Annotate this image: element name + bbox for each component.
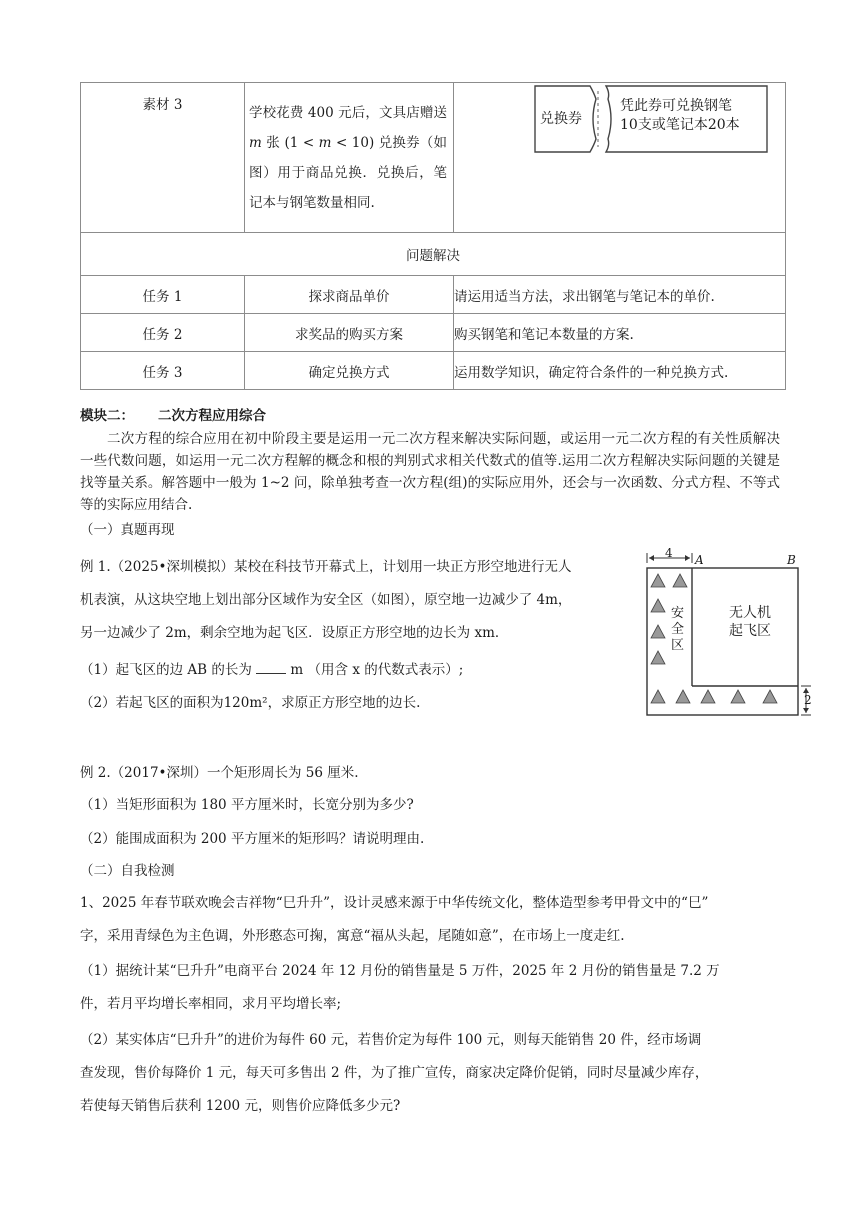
- solve-header-row: [81, 233, 786, 276]
- dim-right-label: 2: [804, 693, 812, 707]
- task-label: 任务 1: [81, 276, 245, 314]
- task-desc: 运用数学知识，确定符合条件的一种兑换方式.: [454, 352, 786, 390]
- drone-field-figure: [645, 548, 815, 718]
- task-name: 探求商品单价: [245, 276, 454, 314]
- problem1-q1-line2: 件，若月平均增长率相同，求月平均增长率;: [80, 996, 342, 1012]
- task-desc: 请运用适当方法，求出钢笔与笔记本的单价.: [454, 276, 786, 314]
- point-b-label: B: [787, 553, 796, 567]
- voucher-cell: [454, 83, 786, 233]
- activity-table: [80, 82, 786, 390]
- example2-line1: 例 2.（2017•深圳）一个矩形周长为 56 厘米.: [80, 765, 359, 781]
- problem1-q2-line3: 若使每天销售后获利 1200 元，则售价应降低多少元?: [80, 1098, 401, 1114]
- material3-row: [81, 83, 786, 233]
- problem1-q2-line2: 查发现，售价每降价 1 元，每天可多售出 2 件，为了推广宣传，商家决定降价促销，同时尽量减少库存，: [80, 1065, 709, 1081]
- module2-intro: 二次方程的综合应用在初中阶段主要是运用一元二次方程来解决实际问题，或运用一元二次方程的有关性质解决一些代数问题，如运用一元二次方程解的概念和根的判别式求相关代数式的值等.运用二次方程解决实际问题的关键是找等量关系。解答题中一般为 1~2 问，除单独考查一次方程(组)的实际应用外，还会与一次函数、分式方程、不等式等的实际应用结合.: [80, 431, 780, 513]
- safe-zone-label: 安全区: [671, 606, 685, 653]
- example1-q1: （1）起飞区的边 AB 的长为 m （用含 x 的代数式表示）;: [80, 662, 464, 678]
- task-name: 确定兑换方式: [245, 352, 454, 390]
- example1-q2: （2）若起飞区的面积为120m²，求原正方形空地的边长.: [80, 695, 421, 711]
- problem1-line2: 字，采用青绿色为主色调，外形憨态可掬，寓意“福从头起，尾随如意”，在市场上一度走红.: [80, 928, 625, 944]
- fly-zone-label: 无人机 起飞区: [729, 605, 771, 639]
- example1-line2: 机表演，从这块空地上划出部分区域作为安全区（如图），原空地一边减少了 4m，: [80, 592, 572, 608]
- module2-heading: 模块二： 二次方程应用综合: [80, 408, 266, 424]
- voucher-right-text: 凭此券可兑换钢笔 10支或笔记本20本: [620, 98, 740, 133]
- task-row: [81, 314, 786, 352]
- example1-line3: 另一边减少了 2m，剩余空地为起飞区．设原正方形空地的边长为 xm．: [80, 625, 509, 641]
- dim-top-label: 4: [665, 546, 673, 560]
- problem1-line1: 1、2025 年春节联欢晚会吉祥物“巳升升”，设计灵感来源于中华传统文化，整体造型参考甲骨文中的“巳”: [80, 895, 709, 911]
- task-row: [81, 352, 786, 390]
- problem1-q2-line1: （2）某实体店“巳升升”的进价为每件 60 元，若售价定为每件 100 元，则每天能销售 20 件，经市场调: [80, 1032, 702, 1048]
- example2-q2: （2）能围成面积为 200 平方厘米的矩形吗？请说明理由.: [80, 831, 425, 847]
- answer-blank[interactable]: [256, 661, 286, 674]
- section-real-exam: （一）真题再现: [80, 522, 175, 538]
- voucher-left-text: 兑换券: [540, 111, 582, 127]
- task-label: 任务 3: [81, 352, 245, 390]
- example2-q1: （1）当矩形面积为 180 平方厘米时，长宽分别为多少?: [80, 797, 414, 813]
- section-self-check: （二）自我检测: [80, 863, 175, 879]
- task-name: 求奖品的购买方案: [245, 314, 454, 352]
- task-label: 任务 2: [81, 314, 245, 352]
- example1-line1: 例 1.（2025•深圳模拟）某校在科技节开幕式上，计划用一块正方形空地进行无人: [80, 559, 572, 575]
- material3-text: 学校花费 400 元后，文具店赠送 m 张 (1 < m < 10) 兑换券（如图）用于商品兑换．兑换后，笔记本与钢笔数量相同.: [245, 83, 454, 233]
- problem1-q1-line1: （1）据统计某“巳升升”电商平台 2024 年 12 月份的销售量是 5 万件，2025 年 2 月份的销售量是 7.2 万: [80, 963, 720, 979]
- point-a-label: A: [695, 553, 704, 567]
- material3-label: 素材 3: [81, 83, 245, 233]
- voucher-image: [534, 85, 768, 153]
- task-desc: 购买钢笔和笔记本数量的方案.: [454, 314, 786, 352]
- solve-header: 问题解决: [81, 233, 786, 276]
- task-row: [81, 276, 786, 314]
